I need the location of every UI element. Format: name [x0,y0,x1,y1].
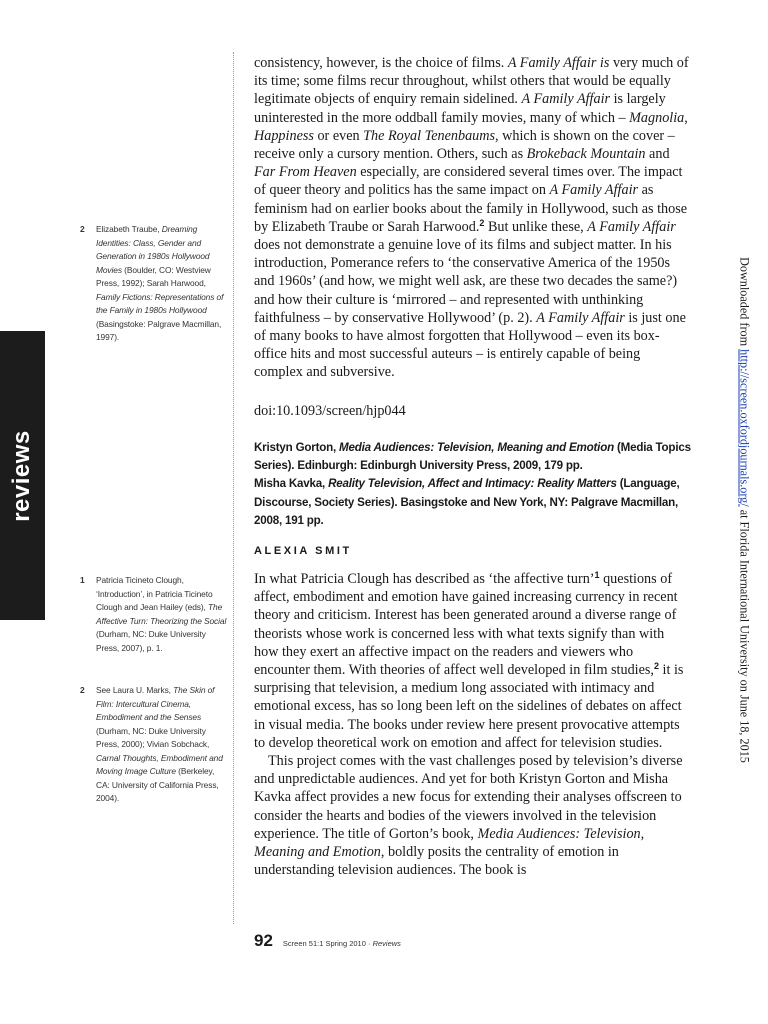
previous-review-text [254,54,692,382]
footnote-clough [80,574,228,655]
books-reviewed: Kristyn Gorton, Media Audiences: Television, Meaning and Emotion (Media Topics Series). Edinburgh: Edinburgh University Press, 2009, 179 pp. Misha Kavka, Reality Television, Affect and Intimacy: Reality Matters (Language, Discourse, Society Series). Basingstoke and New York, NY: Palgrave Macmillan, 2008, 191 pp. [254,441,691,527]
footnote-text: Elizabeth Traube, Dreaming Identities: Class, Gender and Generation in 1980s Hollywood Movies (Boulder, CO: Westview Press, 1992); Sarah Harwood, Family Fictions: Representations of the Family in 1980s Hollywood (Basingstoke: Palgrave Macmillan, 1997). [96,224,224,342]
footnote-ref: 2 [653,661,659,672]
footnote-text: Patricia Ticineto Clough, ‘Introduction’, in Patricia Ticineto Clough and Jean Hailey (eds), The Affective Turn: Theorizing the Social (Durham, NC: Duke University Press, 2007), p. 1. [96,575,227,653]
page-number: 92 [254,931,273,950]
download-notice: Downloaded from http://screen.oxfordjournals.org/ at Florida International University on June 18, 2015 [737,257,752,763]
footnote-marks [80,684,228,806]
reviewer-name: ALEXIA SMIT [254,545,352,557]
footnote-traube [80,223,228,345]
paragraph: In what Patricia Clough has described as ‘the affective turn’$^1$ questions of affect, embodiment and emotion have gained increasing currency in recent theory and criticism. Interest has been generated around a diverse range of theorists whose work is concerned less with what texts signify than with how they exert an affective impact on the readers and viewers who encounter them. With theories of affect well developed in film studies,$^2$ it is surprising that television, a medium long associated with intimacy and emotional excess, has so long been left on the sidelines of debates on affect in visual media. The books under review here present provocative attempts to develop theoretical work on emotion and affect for television studies. [254,570,684,751]
footnote-text: See Laura U. Marks, The Skin of Film: Intercultural Cinema, Embodiment and the Senses (Durham, NC: Duke University Press, 2000); Vivian Sobchack, Carnal Thoughts, Embodiment and Moving Image Culture (Berkeley, CA: University of California Press, 2004). [96,685,223,803]
footnote-ref: 1 [594,570,600,580]
doi: doi:10.1093/screen/hjp044 [254,403,406,419]
paragraph: This project comes with the vast challenges posed by television’s diverse and unpredictable audiences. And yet for both Kristyn Gorton and Misha Kavka affect provides a new focus for extending their analyses offscreen to consider the hearts and bodies of the viewers involved in the television experience. The title of Gorton’s book, Media Audiences: Television, Meaning and Emotion, boldly posits the centrality of emotion in understanding television audiences. The book is [254,753,683,879]
review-text [254,570,692,879]
column-divider [233,52,234,924]
journal-info: Screen 51:1 Spring 2010 · Reviews [282,939,401,948]
section-tab-label: reviews [8,430,35,522]
footnote-number: 2 [80,224,85,234]
download-link[interactable]: http://screen.oxfordjournals.org/ [737,349,752,507]
footnote-number: 1 [80,575,85,585]
page-footer [254,931,401,951]
footnote-ref: 2 [479,217,485,228]
paragraph: consistency, however, is the choice of films. A Family Affair is very much of its time; some films recur throughout, whilst others that would be equally legitimate objects of enquiry remain sidelined. A Family Affair is largely uninterested in the more oddball family movies, many of which – Magnolia, Happiness or even The Royal Tenenbaums, which is shown on the cover – receive only a cursory mention. Others, such as Brokeback Mountain and Far From Heaven especially, are considered several times over. The impact of queer theory and politics has the same impact on A Family Affair as feminism had on earlier books about the family in Hollywood, such as those by Elizabeth Traube or Sarah Harwood.$^2$ But unlike these, A Family Affair does not demonstrate a genuine love of its films and subject matter. In his introduction, Pomerance refers to ‘the conservative America of the 1950s and 1960s’ (and how, we might well ask, are these two decades the same?) and how their culture is ‘mirrored – and represented with unthinking faithfulness – by conservative Hollywood’ (p. 2). A Family Affair is just one of many books to have almost forgotten that Hollywood – even its box-office hits and most successful auteurs – is entirely capable of being complex and subversive. [254,55,689,381]
footnote-number: 2 [80,685,85,695]
